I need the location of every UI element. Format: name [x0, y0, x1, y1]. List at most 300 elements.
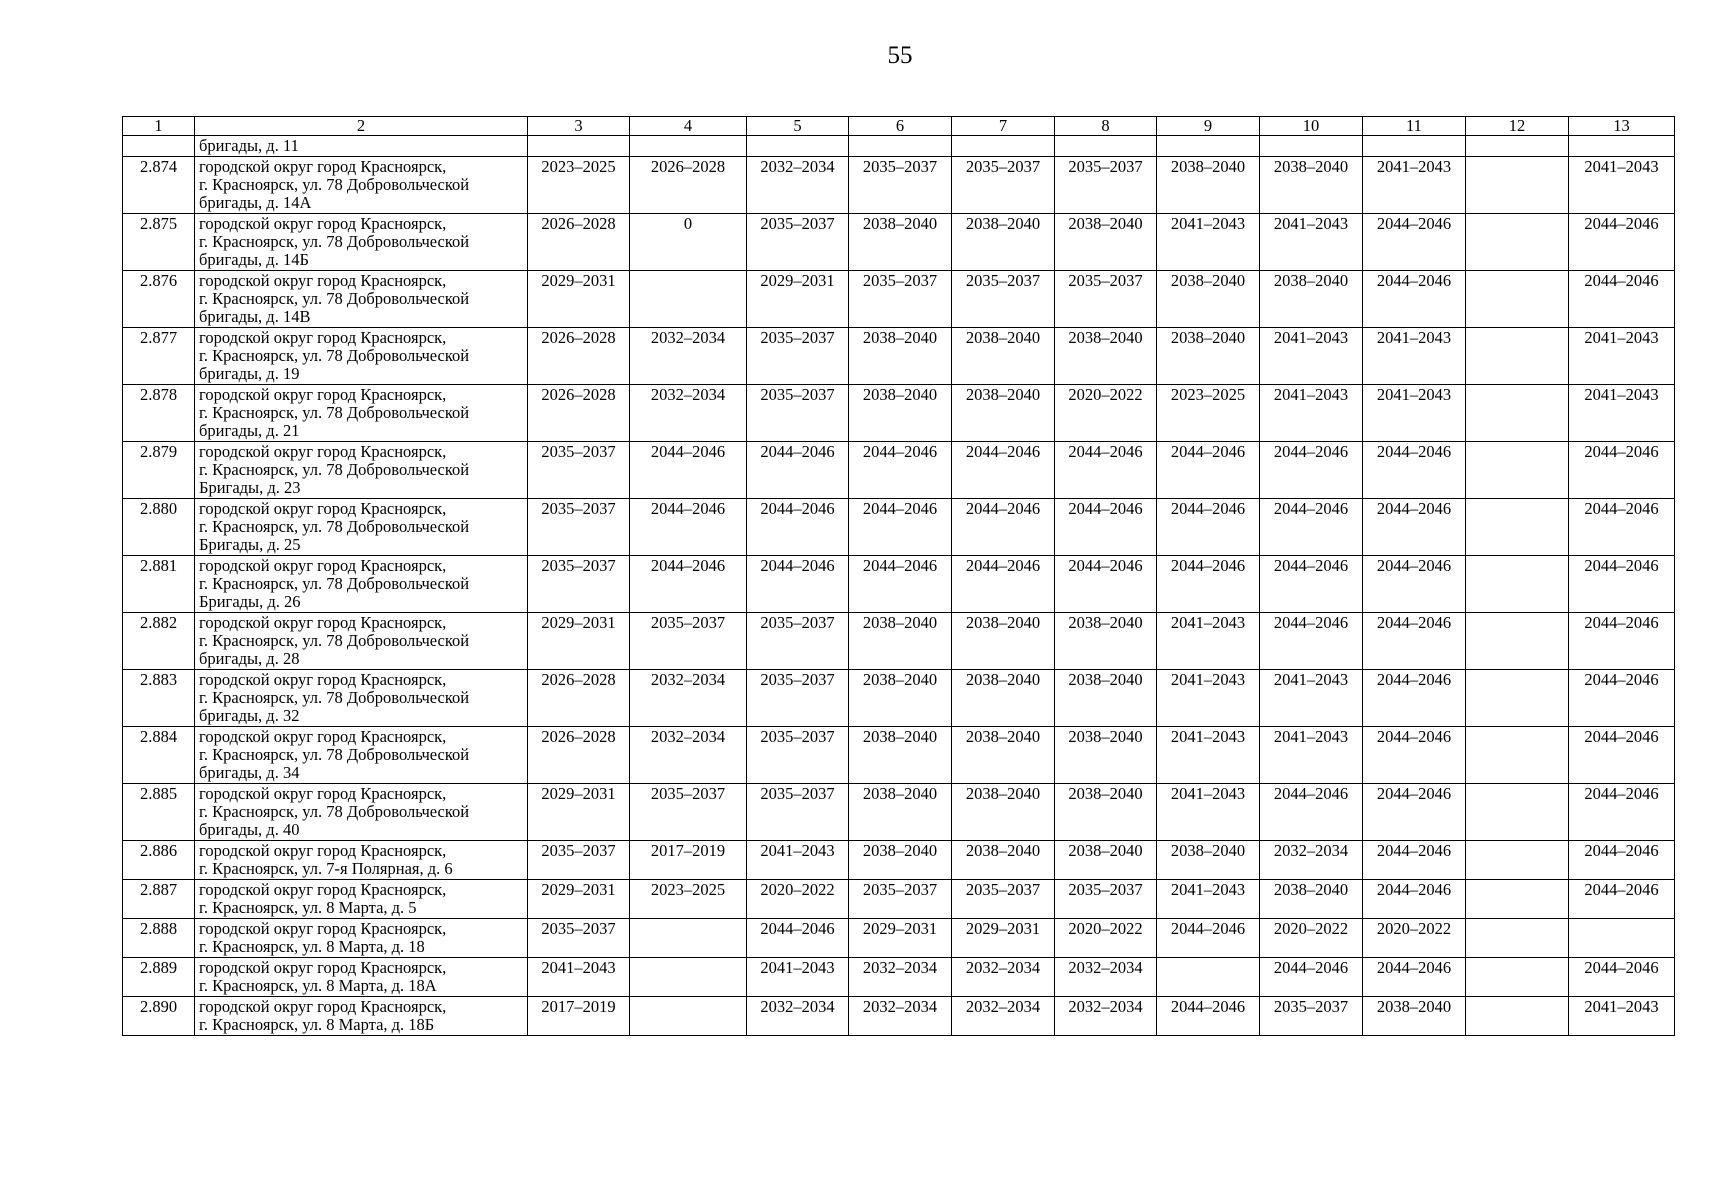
period-cell-col-3: 2026–2028	[528, 385, 630, 442]
period-cell-col-5: 2035–2037	[747, 328, 849, 385]
period-cell-col-4: 2035–2037	[630, 613, 747, 670]
address-line: городской округ город Красноярск,	[199, 271, 447, 290]
period-cell-col-10: 2044–2046	[1260, 958, 1363, 997]
table-row	[123, 499, 1675, 556]
period-cell-col-13: 2041–2043	[1569, 157, 1675, 214]
period-cell-col-5	[747, 136, 849, 157]
address-line: бригады, д. 32	[199, 706, 300, 725]
table-row	[123, 157, 1675, 214]
period-cell-col-12	[1466, 997, 1569, 1036]
period-cell-col-11: 2044–2046	[1363, 670, 1466, 727]
period-cell-col-11: 2044–2046	[1363, 271, 1466, 328]
period-cell-col-3: 2035–2037	[528, 442, 630, 499]
period-cell-col-10: 2020–2022	[1260, 919, 1363, 958]
period-cell-col-6: 2044–2046	[849, 442, 952, 499]
period-cell-col-10: 2041–2043	[1260, 670, 1363, 727]
address-line: городской округ город Красноярск,	[199, 670, 447, 689]
row-number: 2.886	[123, 841, 195, 880]
period-cell-col-6: 2038–2040	[849, 385, 952, 442]
period-cell-col-5: 2044–2046	[747, 442, 849, 499]
period-cell-col-8: 2038–2040	[1055, 214, 1157, 271]
table-row	[123, 328, 1675, 385]
period-cell-col-5: 2035–2037	[747, 385, 849, 442]
row-number: 2.876	[123, 271, 195, 328]
column-header-5: 5	[747, 117, 849, 136]
period-cell-col-9: 2041–2043	[1157, 670, 1260, 727]
column-header-11: 11	[1363, 117, 1466, 136]
period-cell-col-7: 2035–2037	[952, 271, 1055, 328]
period-cell-col-7: 2038–2040	[952, 727, 1055, 784]
period-cell-col-11: 2044–2046	[1363, 880, 1466, 919]
address-line: бригады, д. 11	[199, 136, 299, 155]
period-cell-col-9: 2041–2043	[1157, 784, 1260, 841]
period-cell-col-13: 2044–2046	[1569, 670, 1675, 727]
period-cell-col-6: 2032–2034	[849, 958, 952, 997]
period-cell-col-4: 0	[630, 214, 747, 271]
period-cell-col-3: 2026–2028	[528, 670, 630, 727]
period-cell-col-8: 2038–2040	[1055, 727, 1157, 784]
period-cell-col-10: 2032–2034	[1260, 841, 1363, 880]
period-cell-col-13: 2041–2043	[1569, 997, 1675, 1036]
period-cell-col-12	[1466, 880, 1569, 919]
period-cell-col-12	[1466, 841, 1569, 880]
address-line: г. Красноярск, ул. 78 Добровольческой	[199, 631, 470, 650]
period-cell-col-11: 2044–2046	[1363, 499, 1466, 556]
table-row	[123, 841, 1675, 880]
period-cell-col-12	[1466, 670, 1569, 727]
period-cell-col-13: 2044–2046	[1569, 556, 1675, 613]
row-number: 2.874	[123, 157, 195, 214]
address-cell	[195, 556, 528, 613]
period-cell-col-11: 2041–2043	[1363, 157, 1466, 214]
period-cell-col-13: 2044–2046	[1569, 499, 1675, 556]
address-cell	[195, 499, 528, 556]
period-cell-col-8: 2038–2040	[1055, 670, 1157, 727]
period-cell-col-3: 2023–2025	[528, 157, 630, 214]
period-cell-col-7	[952, 136, 1055, 157]
period-cell-col-6: 2038–2040	[849, 328, 952, 385]
address-cell	[195, 157, 528, 214]
period-cell-col-5: 2041–2043	[747, 958, 849, 997]
period-cell-col-12	[1466, 499, 1569, 556]
period-cell-col-10: 2044–2046	[1260, 556, 1363, 613]
period-cell-col-4: 2032–2034	[630, 328, 747, 385]
period-cell-col-10: 2041–2043	[1260, 328, 1363, 385]
header-row	[123, 117, 1675, 136]
period-cell-col-4: 2044–2046	[630, 442, 747, 499]
period-cell-col-6: 2038–2040	[849, 784, 952, 841]
period-cell-col-11: 2044–2046	[1363, 727, 1466, 784]
period-cell-col-7: 2044–2046	[952, 442, 1055, 499]
address-line: г. Красноярск, ул. 78 Добровольческой	[199, 574, 470, 593]
address-line: городской округ город Красноярск,	[199, 328, 447, 347]
period-cell-col-5: 2035–2037	[747, 613, 849, 670]
period-cell-col-10: 2041–2043	[1260, 727, 1363, 784]
period-cell-col-7: 2038–2040	[952, 784, 1055, 841]
address-line: г. Красноярск, ул. 7-я Полярная, д. 6	[199, 859, 453, 878]
period-cell-col-11: 2044–2046	[1363, 958, 1466, 997]
period-cell-col-6: 2035–2037	[849, 271, 952, 328]
period-cell-col-11: 2044–2046	[1363, 784, 1466, 841]
page-number: 55	[887, 42, 913, 69]
address-cell	[195, 328, 528, 385]
period-cell-col-11: 2041–2043	[1363, 328, 1466, 385]
period-cell-col-6: 2029–2031	[849, 919, 952, 958]
period-cell-col-9	[1157, 958, 1260, 997]
address-line: г. Красноярск, ул. 78 Добровольческой	[199, 403, 470, 422]
period-cell-col-10: 2044–2046	[1260, 442, 1363, 499]
period-cell-col-10: 2041–2043	[1260, 214, 1363, 271]
period-cell-col-4: 2017–2019	[630, 841, 747, 880]
period-cell-col-9: 2044–2046	[1157, 499, 1260, 556]
period-cell-col-8: 2032–2034	[1055, 997, 1157, 1036]
address-line: городской округ город Красноярск,	[199, 613, 447, 632]
period-cell-col-12	[1466, 919, 1569, 958]
period-cell-col-10	[1260, 136, 1363, 157]
schedule-table	[122, 116, 1675, 1036]
period-cell-col-8: 2032–2034	[1055, 958, 1157, 997]
period-cell-col-12	[1466, 613, 1569, 670]
period-cell-col-4: 2044–2046	[630, 499, 747, 556]
period-cell-col-8: 2044–2046	[1055, 499, 1157, 556]
period-cell-col-6: 2044–2046	[849, 499, 952, 556]
column-header-10: 10	[1260, 117, 1363, 136]
period-cell-col-4	[630, 958, 747, 997]
column-header-2: 2	[195, 117, 528, 136]
period-cell-col-12	[1466, 214, 1569, 271]
table-row	[123, 784, 1675, 841]
address-cell	[195, 136, 528, 157]
period-cell-col-3: 2026–2028	[528, 214, 630, 271]
period-cell-col-9: 2041–2043	[1157, 214, 1260, 271]
period-cell-col-4	[630, 136, 747, 157]
address-line: городской округ город Красноярск,	[199, 442, 447, 461]
table-row	[123, 556, 1675, 613]
period-cell-col-9	[1157, 136, 1260, 157]
row-number: 2.875	[123, 214, 195, 271]
address-cell	[195, 784, 528, 841]
period-cell-col-3: 2017–2019	[528, 997, 630, 1036]
period-cell-col-7: 2038–2040	[952, 841, 1055, 880]
period-cell-col-13: 2044–2046	[1569, 880, 1675, 919]
period-cell-col-9: 2044–2046	[1157, 919, 1260, 958]
table-row	[123, 997, 1675, 1036]
table-row	[123, 271, 1675, 328]
column-header-13: 13	[1569, 117, 1675, 136]
period-cell-col-3: 2041–2043	[528, 958, 630, 997]
period-cell-col-5: 2035–2037	[747, 727, 849, 784]
row-number: 2.889	[123, 958, 195, 997]
period-cell-col-5: 2035–2037	[747, 214, 849, 271]
period-cell-col-12	[1466, 958, 1569, 997]
period-cell-col-12	[1466, 136, 1569, 157]
period-cell-col-12	[1466, 727, 1569, 784]
address-line: г. Красноярск, ул. 78 Добровольческой	[199, 346, 470, 365]
period-cell-col-13: 2044–2046	[1569, 613, 1675, 670]
address-cell	[195, 442, 528, 499]
period-cell-col-7: 2038–2040	[952, 613, 1055, 670]
address-line: городской округ город Красноярск,	[199, 919, 447, 938]
period-cell-col-9: 2038–2040	[1157, 841, 1260, 880]
period-cell-col-9: 2044–2046	[1157, 997, 1260, 1036]
period-cell-col-13: 2044–2046	[1569, 841, 1675, 880]
period-cell-col-9: 2041–2043	[1157, 727, 1260, 784]
column-header-9: 9	[1157, 117, 1260, 136]
period-cell-col-6: 2035–2037	[849, 880, 952, 919]
table-row	[123, 919, 1675, 958]
period-cell-col-11	[1363, 136, 1466, 157]
address-cell	[195, 880, 528, 919]
address-line: городской округ город Красноярск,	[199, 997, 447, 1016]
period-cell-col-8: 2038–2040	[1055, 328, 1157, 385]
period-cell-col-13: 2044–2046	[1569, 214, 1675, 271]
period-cell-col-10: 2038–2040	[1260, 271, 1363, 328]
period-cell-col-11: 2044–2046	[1363, 841, 1466, 880]
address-line: городской округ город Красноярск,	[199, 958, 447, 977]
address-cell	[195, 919, 528, 958]
period-cell-col-6: 2038–2040	[849, 727, 952, 784]
table-row	[123, 442, 1675, 499]
period-cell-col-7: 2044–2046	[952, 499, 1055, 556]
period-cell-col-6: 2032–2034	[849, 997, 952, 1036]
row-number: 2.881	[123, 556, 195, 613]
table-row	[123, 136, 1675, 157]
period-cell-col-5: 2044–2046	[747, 556, 849, 613]
period-cell-col-4: 2023–2025	[630, 880, 747, 919]
period-cell-col-8: 2044–2046	[1055, 442, 1157, 499]
address-cell	[195, 670, 528, 727]
row-number: 2.879	[123, 442, 195, 499]
period-cell-col-8: 2020–2022	[1055, 919, 1157, 958]
address-cell	[195, 271, 528, 328]
row-number: 2.884	[123, 727, 195, 784]
period-cell-col-3: 2026–2028	[528, 727, 630, 784]
period-cell-col-13: 2041–2043	[1569, 328, 1675, 385]
address-line: г. Красноярск, ул. 78 Добровольческой	[199, 802, 470, 821]
period-cell-col-5: 2044–2046	[747, 499, 849, 556]
address-line: городской округ город Красноярск,	[199, 499, 447, 518]
period-cell-col-11: 2044–2046	[1363, 214, 1466, 271]
address-line: городской округ город Красноярск,	[199, 385, 447, 404]
period-cell-col-3: 2035–2037	[528, 841, 630, 880]
column-header-12: 12	[1466, 117, 1569, 136]
period-cell-col-8	[1055, 136, 1157, 157]
period-cell-col-8: 2035–2037	[1055, 271, 1157, 328]
address-line: бригады, д. 14А	[199, 193, 312, 212]
period-cell-col-3: 2029–2031	[528, 880, 630, 919]
period-cell-col-10: 2035–2037	[1260, 997, 1363, 1036]
period-cell-col-13: 2044–2046	[1569, 271, 1675, 328]
period-cell-col-11: 2044–2046	[1363, 613, 1466, 670]
table-row	[123, 958, 1675, 997]
row-number: 2.883	[123, 670, 195, 727]
address-line: бригады, д. 14Б	[199, 250, 309, 269]
period-cell-col-6: 2038–2040	[849, 841, 952, 880]
address-line: городской округ город Красноярск,	[199, 214, 447, 233]
period-cell-col-8: 2038–2040	[1055, 841, 1157, 880]
period-cell-col-11: 2044–2046	[1363, 442, 1466, 499]
period-cell-col-8: 2038–2040	[1055, 784, 1157, 841]
period-cell-col-5: 2032–2034	[747, 157, 849, 214]
period-cell-col-4	[630, 997, 747, 1036]
row-number: 2.877	[123, 328, 195, 385]
period-cell-col-10: 2044–2046	[1260, 613, 1363, 670]
address-line: бригады, д. 21	[199, 421, 300, 440]
period-cell-col-5: 2029–2031	[747, 271, 849, 328]
period-cell-col-13: 2044–2046	[1569, 958, 1675, 997]
period-cell-col-7: 2035–2037	[952, 880, 1055, 919]
period-cell-col-10: 2044–2046	[1260, 499, 1363, 556]
period-cell-col-12	[1466, 157, 1569, 214]
period-cell-col-5: 2044–2046	[747, 919, 849, 958]
period-cell-col-7: 2032–2034	[952, 958, 1055, 997]
address-line: городской округ город Красноярск,	[199, 727, 447, 746]
address-line: бригады, д. 28	[199, 649, 300, 668]
address-line: городской округ город Красноярск,	[199, 841, 447, 860]
period-cell-col-13	[1569, 919, 1675, 958]
period-cell-col-3: 2026–2028	[528, 328, 630, 385]
address-cell	[195, 385, 528, 442]
period-cell-col-5: 2041–2043	[747, 841, 849, 880]
period-cell-col-6: 2035–2037	[849, 157, 952, 214]
period-cell-col-9: 2038–2040	[1157, 157, 1260, 214]
period-cell-col-4: 2032–2034	[630, 727, 747, 784]
period-cell-col-10: 2041–2043	[1260, 385, 1363, 442]
period-cell-col-11: 2020–2022	[1363, 919, 1466, 958]
address-cell	[195, 997, 528, 1036]
period-cell-col-6: 2044–2046	[849, 556, 952, 613]
period-cell-col-3: 2029–2031	[528, 271, 630, 328]
period-cell-col-6: 2038–2040	[849, 613, 952, 670]
period-cell-col-7: 2038–2040	[952, 328, 1055, 385]
column-header-1: 1	[123, 117, 195, 136]
address-line: г. Красноярск, ул. 78 Добровольческой	[199, 688, 470, 707]
period-cell-col-3: 2035–2037	[528, 556, 630, 613]
period-cell-col-3: 2035–2037	[528, 499, 630, 556]
period-cell-col-8: 2044–2046	[1055, 556, 1157, 613]
period-cell-col-3: 2029–2031	[528, 613, 630, 670]
period-cell-col-5: 2035–2037	[747, 784, 849, 841]
row-number: 2.885	[123, 784, 195, 841]
period-cell-col-3: 2029–2031	[528, 784, 630, 841]
period-cell-col-6: 2038–2040	[849, 214, 952, 271]
period-cell-col-8: 2038–2040	[1055, 613, 1157, 670]
address-line: городской округ город Красноярск,	[199, 784, 447, 803]
column-header-6: 6	[849, 117, 952, 136]
period-cell-col-9: 2041–2043	[1157, 880, 1260, 919]
period-cell-col-4: 2032–2034	[630, 385, 747, 442]
period-cell-col-7: 2032–2034	[952, 997, 1055, 1036]
address-line: г. Красноярск, ул. 78 Добровольческой	[199, 175, 470, 194]
address-line: г. Красноярск, ул. 8 Марта, д. 18Б	[199, 1015, 435, 1034]
period-cell-col-6: 2038–2040	[849, 670, 952, 727]
table-row	[123, 385, 1675, 442]
period-cell-col-8: 2020–2022	[1055, 385, 1157, 442]
address-line: бригады, д. 40	[199, 820, 300, 839]
address-line: г. Красноярск, ул. 78 Добровольческой	[199, 460, 470, 479]
address-cell	[195, 727, 528, 784]
period-cell-col-9: 2044–2046	[1157, 442, 1260, 499]
period-cell-col-11: 2044–2046	[1363, 556, 1466, 613]
address-line: бригады, д. 14В	[199, 307, 311, 326]
row-number: 2.888	[123, 919, 195, 958]
address-line: городской округ город Красноярск,	[199, 880, 447, 899]
period-cell-col-9: 2038–2040	[1157, 271, 1260, 328]
table-row	[123, 214, 1675, 271]
period-cell-col-11: 2041–2043	[1363, 385, 1466, 442]
row-number: 2.880	[123, 499, 195, 556]
period-cell-col-9: 2023–2025	[1157, 385, 1260, 442]
address-line: г. Красноярск, ул. 78 Добровольческой	[199, 232, 470, 251]
period-cell-col-13	[1569, 136, 1675, 157]
period-cell-col-10: 2044–2046	[1260, 784, 1363, 841]
period-cell-col-7: 2038–2040	[952, 670, 1055, 727]
period-cell-col-7: 2029–2031	[952, 919, 1055, 958]
table-row	[123, 670, 1675, 727]
period-cell-col-4: 2026–2028	[630, 157, 747, 214]
period-cell-col-8: 2035–2037	[1055, 157, 1157, 214]
address-line: Бригады, д. 26	[199, 592, 301, 611]
period-cell-col-4: 2044–2046	[630, 556, 747, 613]
address-line: Бригады, д. 25	[199, 535, 301, 554]
address-cell	[195, 841, 528, 880]
period-cell-col-9: 2038–2040	[1157, 328, 1260, 385]
address-cell	[195, 214, 528, 271]
period-cell-col-11: 2038–2040	[1363, 997, 1466, 1036]
period-cell-col-10: 2038–2040	[1260, 157, 1363, 214]
period-cell-col-12	[1466, 784, 1569, 841]
row-number: 2.882	[123, 613, 195, 670]
row-number: 2.890	[123, 997, 195, 1036]
period-cell-col-5: 2035–2037	[747, 670, 849, 727]
period-cell-col-12	[1466, 271, 1569, 328]
table-row	[123, 613, 1675, 670]
period-cell-col-8: 2035–2037	[1055, 880, 1157, 919]
period-cell-col-4	[630, 919, 747, 958]
address-cell	[195, 613, 528, 670]
table-body	[123, 136, 1675, 1036]
period-cell-col-7: 2038–2040	[952, 214, 1055, 271]
address-line: бригады, д. 19	[199, 364, 300, 383]
period-cell-col-12	[1466, 385, 1569, 442]
column-header-4: 4	[630, 117, 747, 136]
address-line: г. Красноярск, ул. 8 Марта, д. 18А	[199, 976, 437, 995]
period-cell-col-3: 2035–2037	[528, 919, 630, 958]
period-cell-col-9: 2044–2046	[1157, 556, 1260, 613]
period-cell-col-10: 2038–2040	[1260, 880, 1363, 919]
period-cell-col-5: 2032–2034	[747, 997, 849, 1036]
period-cell-col-12	[1466, 556, 1569, 613]
period-cell-col-13: 2044–2046	[1569, 784, 1675, 841]
table-row	[123, 727, 1675, 784]
table-row	[123, 880, 1675, 919]
period-cell-col-4: 2032–2034	[630, 670, 747, 727]
period-cell-col-13: 2044–2046	[1569, 727, 1675, 784]
period-cell-col-13: 2041–2043	[1569, 385, 1675, 442]
address-line: г. Красноярск, ул. 78 Добровольческой	[199, 745, 470, 764]
period-cell-col-7: 2035–2037	[952, 157, 1055, 214]
column-header-8: 8	[1055, 117, 1157, 136]
period-cell-col-12	[1466, 328, 1569, 385]
column-header-3: 3	[528, 117, 630, 136]
period-cell-col-7: 2038–2040	[952, 385, 1055, 442]
table-header	[123, 117, 1675, 136]
address-line: г. Красноярск, ул. 78 Добровольческой	[199, 289, 470, 308]
period-cell-col-3	[528, 136, 630, 157]
address-line: г. Красноярск, ул. 8 Марта, д. 5	[199, 898, 417, 917]
period-cell-col-4: 2035–2037	[630, 784, 747, 841]
period-cell-col-5: 2020–2022	[747, 880, 849, 919]
